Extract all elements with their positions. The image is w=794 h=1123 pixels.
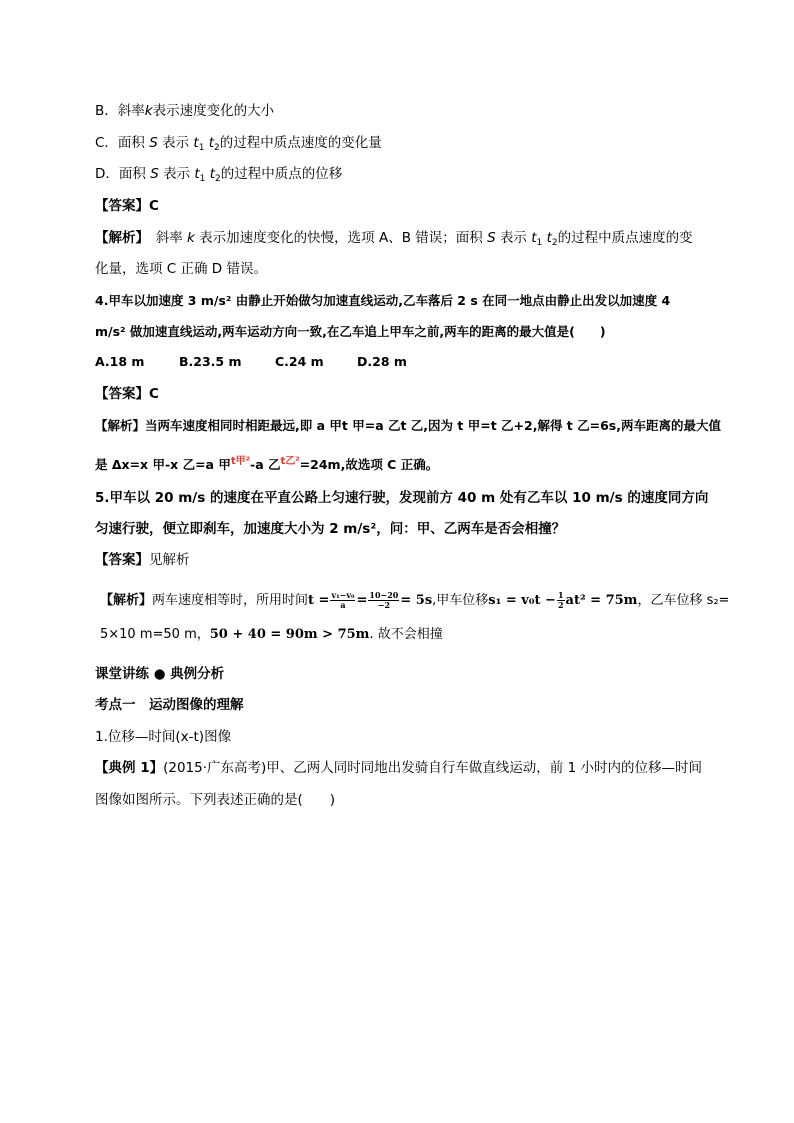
q5-eq-t: t =: [308, 593, 330, 608]
option-c-t1-sub: 1: [198, 143, 205, 153]
option-b-prefix: B．斜率: [95, 103, 145, 119]
q4-analysis-red-2: t乙²: [280, 456, 300, 467]
example-line-2: 图像如图所示。下列表述正确的是( ): [95, 792, 336, 808]
q3-analysis-d: 的过程中质点速度的变: [557, 230, 693, 246]
option-b: [95, 101, 274, 121]
q4-analysis-red-1: t甲²: [230, 456, 251, 467]
q3-analysis-line-1: [95, 228, 693, 253]
option-b-var: k: [144, 103, 153, 119]
option-d-t2: t: [209, 166, 215, 182]
q5-analysis-line2-b: . 故不会相撞: [369, 627, 443, 642]
q5-analysis-line2-a: 5×10 m=50 m，: [100, 627, 210, 642]
q3-analysis-t2-sub: 2: [551, 238, 558, 248]
q5-frac-1-num: v₁−v₀: [331, 590, 355, 600]
q4-stem-line-1: 4.甲车以加速度 3 m/s² 由静止开始做匀加速直线运动,乙车落后 2 s 在同一地点由静止出发以加速度 4: [95, 293, 671, 308]
q3-analysis-t2: t: [546, 230, 552, 246]
option-d: [95, 164, 342, 189]
q4-analysis-b: -a 乙: [250, 457, 281, 472]
q5-frac-1-den: a: [340, 600, 346, 610]
option-c: [95, 133, 382, 158]
option-c-prefix: C．面积: [95, 135, 145, 151]
q4-answer-value: C: [149, 386, 159, 402]
option-c-var: S: [149, 135, 158, 151]
q3-analysis-b: 表示加速度变化的快慢，选项 A、B 错误；面积: [199, 230, 483, 246]
q5-analysis-c: ，乙车位移 s₂=: [637, 593, 730, 608]
q5-frac-1: [330, 591, 355, 610]
q5-eq-5s: = 5s: [400, 593, 433, 608]
q3-analysis-line-2: 化量，选项 C 正确 D 错误。: [95, 261, 267, 277]
q5-eq-at: at² = 75m: [565, 593, 638, 608]
q5-frac-3-den: 2: [557, 600, 564, 610]
q5-eq-equals: =: [356, 593, 368, 608]
q5-frac-2-num: 10−20: [369, 590, 399, 600]
option-d-t1: t: [194, 166, 200, 182]
q3-analysis-label: 【解析】: [95, 230, 143, 246]
option-d-t1-sub: 1: [199, 174, 206, 184]
q3-analysis-t1-sub: 1: [536, 238, 543, 248]
option-c-t1: t: [193, 135, 199, 151]
q5-frac-2: [368, 591, 399, 610]
q4-answer: [95, 384, 159, 404]
q4-analysis-line-2: [95, 452, 438, 475]
option-b-text: 表示速度变化的大小: [152, 103, 275, 119]
q3-answer-label: 【答案】: [95, 198, 149, 214]
option-c-t2: t: [208, 135, 215, 151]
option-d-t2-sub: 2: [215, 174, 221, 184]
q4-stem-line-2: m/s² 做加速直线运动,两车运动方向一致,在乙车追上甲车之前,两车的距离的最大值是( ): [95, 324, 606, 339]
q4-option-c: C.24 m: [275, 354, 324, 369]
q3-analysis-a: 斜率: [142, 230, 183, 246]
q5-analysis-line-1: [100, 591, 729, 611]
q4-analysis-c: =24m,故选项 C 正确。: [299, 457, 439, 472]
q3-analysis-k: k: [187, 230, 195, 246]
q3-answer-value: C: [149, 198, 159, 214]
q4-analysis-line-1: 【解析】当两车速度相同时相距最远,即 a 甲t 甲=a 乙t 乙,因为 t 甲=t 乙+2,解得 t 乙=6s,两车距离的最大值: [95, 418, 721, 433]
q4-answer-label: 【答案】: [95, 386, 149, 402]
option-d-var: S: [150, 166, 159, 182]
q3-analysis-s: S: [487, 230, 496, 246]
q4-analysis-a: 是 Δx=x 甲-x 乙=a 甲: [95, 457, 231, 472]
option-c-mid: 表示: [162, 135, 190, 151]
q3-answer: [95, 196, 159, 216]
q3-analysis-t1: t: [531, 230, 537, 246]
q5-analysis-b: ,甲车位移: [432, 593, 489, 608]
section-sub: 1.位移—时间(x-t)图像: [95, 729, 232, 745]
option-c-text: 的过程中质点速度的变化量: [219, 135, 382, 151]
q5-stem-line-1: 5.甲车以 20 m/s 的速度在平直公路上匀速行驶，发现前方 40 m 处有乙车以 10 m/s 的速度同方向: [95, 490, 709, 506]
q5-answer-value: 见解析: [149, 552, 190, 568]
q5-analysis-line-2: [100, 625, 443, 645]
q4-option-b: B.23.5 m: [179, 354, 242, 369]
q5-answer: [95, 550, 190, 570]
example-line-1: [95, 758, 702, 778]
q4-option-d: D.28 m: [357, 354, 407, 369]
option-c-t2-sub: 2: [214, 143, 220, 153]
q5-stem-line-2: 匀速行驶，便立即刹车，加速度大小为 2 m/s²，问：甲、乙两车是否会相撞？: [95, 521, 566, 537]
q5-frac-3-num: 1: [557, 590, 564, 600]
q4-options: [95, 352, 407, 372]
option-d-text: 的过程中质点的位移: [220, 166, 343, 182]
q5-frac-3: [557, 591, 565, 610]
q5-analysis-label: 【解析】: [100, 593, 153, 608]
example-label: 【典例 1】: [95, 760, 164, 776]
q5-analysis-a: 两车速度相等时，所用时间: [152, 593, 309, 608]
q3-analysis-c: 表示: [499, 230, 527, 246]
q5-answer-label: 【答案】: [95, 552, 149, 568]
q5-frac-2-den: −2: [377, 600, 391, 610]
section-point: 考点一 运动图像的理解: [95, 697, 244, 713]
option-d-prefix: D．面积: [95, 166, 146, 182]
q5-eq-s1: s₁ = v₀t −: [488, 593, 556, 608]
section-title: 课堂讲练 ● 典例分析: [95, 666, 225, 682]
option-d-mid: 表示: [163, 166, 191, 182]
q5-analysis-line2-eq: 50 + 40 = 90m > 75m: [209, 627, 370, 642]
q4-option-a: A.18 m: [95, 354, 145, 369]
example-text-1: (2015·广东高考)甲、乙两人同时同地出发骑自行车做直线运动，前 1 小时内的位移—时间: [163, 760, 702, 776]
